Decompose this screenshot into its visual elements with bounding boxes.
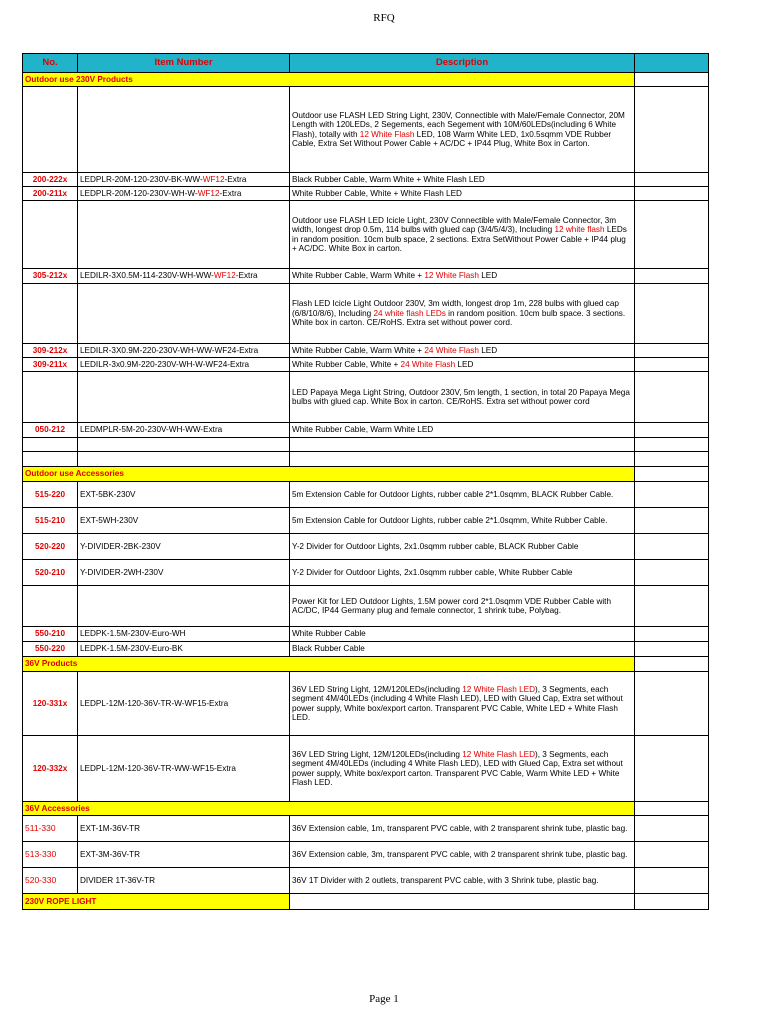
item-description: [290, 816, 635, 842]
text-run: 12 White Flash: [359, 129, 415, 139]
item-description: [290, 534, 635, 560]
item-no: [23, 87, 78, 173]
text-run: Y-DIVIDER-2BK-230V: [80, 541, 161, 551]
table-body: [23, 73, 709, 910]
text-run: ), 3 Segments, each segment 4M/40LEDs (including 4 White Flash LED), LED with Glued Cap, Extra set without power supply, White box/export carton. Transparent PVC Cable, Warm White LED + White Flash LED.: [292, 749, 623, 787]
item-description: [290, 736, 635, 802]
extra-cell: [635, 269, 709, 284]
item-no: 550-210: [23, 627, 78, 642]
item-number: [78, 560, 290, 586]
extra-cell: [635, 73, 709, 87]
table-row: [23, 423, 709, 438]
text-run: Y-2 Divider for Outdoor Lights, 2x1.0sqmm rubber cable, White Rubber Cable: [292, 567, 573, 577]
text-run: LEDMPLR-5M-20-230V-WH-WW-Extra: [80, 425, 223, 435]
item-description: [290, 344, 635, 358]
text-run: WF12: [213, 271, 236, 281]
item-no: 120-332x: [23, 736, 78, 802]
text-run: -Extra: [235, 271, 258, 281]
extra-cell: [635, 452, 709, 467]
text-run: 36V 1T Divider with 2 outlets, transparent PVC cable, with 3 Shrink tube, plastic bag.: [292, 875, 599, 885]
item-no: 305-212x: [23, 269, 78, 284]
item-number: [78, 423, 290, 438]
text-run: 5m Extension Cable for Outdoor Lights, rubber cable 2*1.0sqmm, BLACK Rubber Cable.: [292, 489, 614, 499]
table-row: [23, 560, 709, 586]
item-no: 200-222x: [23, 173, 78, 187]
extra-cell: [635, 508, 709, 534]
table-row: [23, 87, 709, 173]
text-run: WF12: [197, 188, 220, 198]
extra-cell: [635, 657, 709, 672]
column-header-item-number: Item Number: [78, 54, 290, 73]
item-no: 550-220: [23, 642, 78, 657]
text-run: LED: [478, 345, 498, 355]
section-row: [23, 73, 709, 87]
item-description: [290, 672, 635, 736]
text-run: 36V LED String Light, 12M/120LEDs(including: [292, 749, 463, 759]
text-run: LEDPLR-20M-120-230V-WH-W-: [80, 188, 198, 198]
extra-cell: [635, 173, 709, 187]
table-row: [23, 534, 709, 560]
extra-cell: [635, 372, 709, 423]
item-number: [78, 868, 290, 894]
item-number: [78, 284, 290, 344]
text-run: EXT-5BK-230V: [80, 489, 136, 499]
item-number: [78, 842, 290, 868]
extra-cell: [635, 284, 709, 344]
item-description: [290, 482, 635, 508]
item-number: [78, 627, 290, 642]
text-run: EXT-5WH-230V: [80, 515, 139, 525]
text-run: WF12: [202, 174, 225, 184]
text-run: -Extra: [219, 188, 242, 198]
item-no: 520-220: [23, 534, 78, 560]
table-row: [23, 736, 709, 802]
item-description: [290, 173, 635, 187]
item-no: 515-220: [23, 482, 78, 508]
item-number: [78, 534, 290, 560]
item-no: 513-330: [23, 842, 78, 868]
text-run: White Rubber Cable: [292, 629, 366, 639]
item-description: [290, 269, 635, 284]
table-row: [23, 344, 709, 358]
extra-cell: [635, 627, 709, 642]
item-no: 520-210: [23, 560, 78, 586]
text-run: Outdoor use FLASH LED Icicle Light, 230V Connectible with Male/Female Connector, 3m width, longest drop 0.5m, 114 bulbs with glued cap (3/4/5/4/3), Including: [292, 215, 617, 234]
item-number: [78, 173, 290, 187]
section-label: Outdoor use Accessories: [23, 467, 635, 482]
item-description: [290, 438, 635, 452]
item-description: [290, 868, 635, 894]
text-run: 12 white flash: [554, 225, 605, 234]
extra-cell: [635, 672, 709, 736]
text-run: EXT-3M-36V-TR: [80, 849, 141, 859]
item-number: [78, 438, 290, 452]
item-no: 120-331x: [23, 672, 78, 736]
text-run: LED, 108 Warm White LED, 1x0.5sqmm VDE Rubber Cable, Extra Set Without Power Cable + AC/DC + IP44 Plug, White Box in Carton.: [292, 129, 612, 148]
item-number: [78, 736, 290, 802]
item-no: 515-210: [23, 508, 78, 534]
item-description: [290, 452, 635, 467]
item-number: [78, 452, 290, 467]
text-run: White Rubber Cable, Warm White +: [292, 271, 425, 281]
item-number: [78, 586, 290, 627]
item-description: [290, 586, 635, 627]
item-no: 200-211x: [23, 187, 78, 201]
item-number: [78, 358, 290, 372]
text-run: White Rubber Cable, Warm White +: [292, 345, 425, 355]
table-row: [23, 438, 709, 452]
text-run: LEDPK-1.5M-230V-Euro-WH: [80, 629, 186, 639]
extra-cell: [635, 423, 709, 438]
text-run: White Rubber Cable, White +: [292, 359, 401, 369]
text-run: LEDPL-12M-120-36V-TR-WW-WF15-Extra: [80, 763, 236, 773]
item-no: [23, 284, 78, 344]
text-run: 36V Extension cable, 1m, transparent PVC cable, with 2 transparent shrink tube, plastic bag.: [292, 823, 628, 833]
item-description: [290, 187, 635, 201]
column-header-description: Description: [290, 54, 635, 73]
page-title: RFQ: [373, 12, 395, 24]
extra-cell: [635, 344, 709, 358]
text-run: 24 White Flash: [400, 359, 456, 369]
item-number: [78, 482, 290, 508]
section-row: [23, 467, 709, 482]
item-no: [23, 452, 78, 467]
text-run: LEDILR-3X0.9M-220-230V-WH-WW-WF24-Extra: [80, 345, 259, 355]
text-run: -Extra: [224, 174, 247, 184]
table-row: [23, 508, 709, 534]
column-header-no: No.: [23, 54, 78, 73]
item-description: [290, 372, 635, 423]
extra-cell: [635, 842, 709, 868]
section-row: [23, 657, 709, 672]
extra-cell: [635, 201, 709, 269]
extra-cell: [635, 586, 709, 627]
text-run: DIVIDER 1T-36V-TR: [80, 875, 156, 885]
table-row: [23, 586, 709, 627]
table-header-row: [23, 54, 709, 73]
item-number: [78, 816, 290, 842]
extra-cell: [635, 482, 709, 508]
section-label: Outdoor use 230V Products: [23, 73, 635, 87]
item-number: [78, 201, 290, 269]
item-number: [78, 344, 290, 358]
item-number: [78, 672, 290, 736]
extra-cell: [635, 816, 709, 842]
extra-cell: [635, 560, 709, 586]
table-row: [23, 672, 709, 736]
rfq-table: [22, 53, 709, 910]
table-row: [23, 816, 709, 842]
table-row: [23, 358, 709, 372]
table-row: [23, 173, 709, 187]
text-run: LEDPK-1.5M-230V-Euro-BK: [80, 644, 183, 654]
section-row: [23, 894, 709, 910]
text-run: 12 White Flash LED: [462, 749, 536, 759]
extra-cell: [635, 358, 709, 372]
extra-cell: [635, 534, 709, 560]
extra-cell: [635, 736, 709, 802]
extra-cell: [635, 187, 709, 201]
section-label: 230V ROPE LIGHT: [23, 894, 290, 910]
table-row: [23, 269, 709, 284]
text-run: Power Kit for LED Outdoor Lights, 1.5M power cord 2*1.0sqmm VDE Rubber Cable with AC/DC, IP44 Germany plug and female connector, 1 shrink tube, Polybag.: [292, 596, 612, 615]
item-number: [78, 269, 290, 284]
extra-cell: [635, 868, 709, 894]
text-run: in random position. 10cm bulb space. 3 sections. White box in carton. CE/RoHS. Extra set without power cord.: [292, 308, 626, 328]
table-row: [23, 452, 709, 467]
section-row: [23, 802, 709, 816]
text-run: 36V LED String Light, 12M/120LEDs(including: [292, 684, 463, 694]
text-run: White Rubber Cable, White + White Flash LED: [292, 188, 462, 198]
table-row: [23, 482, 709, 508]
table-row: [23, 842, 709, 868]
extra-cell: [635, 894, 709, 910]
text-run: 24 white flash LEDs: [373, 308, 446, 318]
table-row: [23, 372, 709, 423]
text-run: Outdoor use FLASH LED String Light, 230V, Connectible with Male/Female Connector, 20M Length with 120LEDs, 2 Segements, each Segement with 10M/60LEDs(including 6 White Flash), totally with: [292, 110, 625, 139]
table-row: [23, 201, 709, 269]
item-description: [290, 560, 635, 586]
text-run: EXT-1M-36V-TR: [80, 823, 141, 833]
table-row: [23, 284, 709, 344]
item-no: 520-330: [23, 868, 78, 894]
section-label: 36V Accessories: [23, 802, 635, 816]
text-run: Y-DIVIDER-2WH-230V: [80, 567, 164, 577]
item-no: 309-212x: [23, 344, 78, 358]
item-description: [290, 842, 635, 868]
text-run: White Rubber Cable, Warm White LED: [292, 425, 434, 435]
item-number: [78, 642, 290, 657]
item-number: [78, 508, 290, 534]
text-run: LEDILR-3x0.9M-220-230V-WH-W-WF24-Extra: [80, 359, 250, 369]
item-description: [290, 423, 635, 438]
item-description: [290, 508, 635, 534]
item-description: [290, 87, 635, 173]
text-run: LEDs in random position. 10cm bulb space, 2 sections. Extra SetWithout Power Cable + IP44 plug + AC/DC. White Box in carton.: [292, 225, 627, 253]
item-number: [78, 187, 290, 201]
section-label: 36V Products: [23, 657, 635, 672]
text-run: LED Papaya Mega Light String, Outdoor 230V, 5m length, 1 section, in total 20 Papaya Mega bulbs with glued cap. White Box in carton. CE/RoHS. Extra set without power cord: [292, 387, 630, 406]
text-run: 36V Extension cable, 3m, transparent PVC cable, with 2 transparent shrink tube, plastic bag.: [292, 849, 628, 859]
item-number: [78, 372, 290, 423]
text-run: 12 White Flash LED: [462, 684, 536, 694]
page-footer: Page 1: [369, 993, 399, 1005]
extra-cell: [635, 642, 709, 657]
item-no: [23, 201, 78, 269]
item-no: [23, 372, 78, 423]
extra-cell: [635, 438, 709, 452]
item-no: 511-330: [23, 816, 78, 842]
column-header-extra: [635, 54, 709, 73]
item-description: [290, 201, 635, 269]
text-run: LEDPL-12M-120-36V-TR-W-WF15-Extra: [80, 698, 229, 708]
item-description: [290, 642, 635, 657]
text-run: LEDILR-3X0.5M-114-230V-WH-WW-: [80, 271, 214, 281]
item-description: [290, 284, 635, 344]
text-run: Black Rubber Cable: [292, 644, 365, 654]
item-no: [23, 438, 78, 452]
extra-cell: [635, 802, 709, 816]
text-run: Flash LED Icicle Light Outdoor 230V, 3m width, longest drop 1m, 228 bulbs with glued cap (6/8/10/8/6), Including: [292, 299, 619, 318]
item-no: 309-211x: [23, 358, 78, 372]
item-description: [290, 358, 635, 372]
table-row: [23, 642, 709, 657]
item-number: [78, 87, 290, 173]
text-run: ), 3 Segments, each segment 4M/40LEDs (including 4 White Flash LED), LED with Glued Cap, Extra set without power supply, White box/export carton. Transparent PVC Cable, White LED + White Flash LED.: [292, 684, 623, 722]
table-row: [23, 868, 709, 894]
text-run: LEDPLR-20M-120-230V-BK-WW-: [80, 174, 203, 184]
table-row: [23, 187, 709, 201]
extra-cell: [635, 467, 709, 482]
extra-cell: [635, 87, 709, 173]
text-run: 12 White Flash: [424, 271, 479, 281]
text-run: LED: [478, 271, 498, 281]
section-fill: [290, 894, 635, 910]
text-run: 24 White Flash: [424, 345, 479, 355]
text-run: 5m Extension Cable for Outdoor Lights, rubber cable 2*1.0sqmm, White Rubber Cable.: [292, 515, 608, 525]
text-run: LED: [455, 359, 474, 369]
table-row: [23, 627, 709, 642]
item-no: [23, 586, 78, 627]
text-run: Black Rubber Cable, Warm White + White Flash LED: [292, 174, 485, 184]
text-run: Y-2 Divider for Outdoor Lights, 2x1.0sqmm rubber cable, BLACK Rubber Cable: [292, 541, 579, 551]
item-no: 050-212: [23, 423, 78, 438]
item-description: [290, 627, 635, 642]
